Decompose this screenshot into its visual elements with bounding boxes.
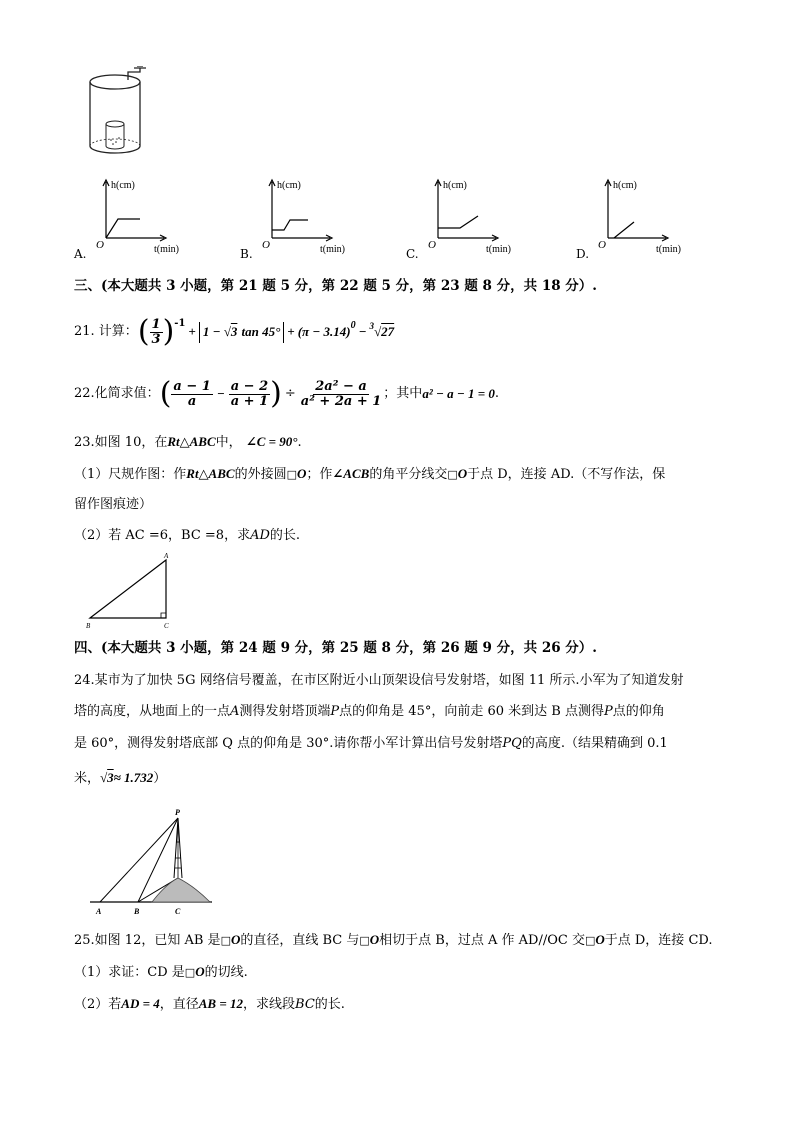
q22-paren-close: ) — [270, 376, 282, 411]
q22-fraction-2: $\frac{a - 2}{a + 1}$ — [230, 378, 269, 409]
option-label: B. — [240, 247, 253, 261]
x-axis-label: t(min) — [320, 244, 345, 255]
q22-divide: ÷ — [284, 386, 296, 401]
point-c-label: C — [175, 907, 181, 916]
x-axis-label: t(min) — [154, 244, 179, 255]
q21-cube-radicand: 27 — [381, 324, 395, 339]
q22-fraction-3: $\frac{\text{2a² − a}}{\text{a² + 2a + 1}}$ — [300, 378, 382, 409]
question-25-part-1: （1）求证：CD 是□O的切线. — [74, 964, 248, 980]
q21-fraction: $\frac{1}{3}$ — [151, 316, 161, 347]
question-24-line-1: 24.某市为了加快 5G 网络信号覆盖，在市区附近小山顶架设信号发射塔，如图 11 所示.小军为了知道发射 — [74, 673, 684, 688]
graph-option-b — [240, 176, 360, 260]
point-b-label: B — [134, 907, 140, 916]
y-axis-label: h(cm) — [443, 180, 467, 191]
vertex-b-label: B — [86, 622, 91, 630]
q22-condition-lead: ；其中 — [383, 386, 423, 401]
question-22 — [74, 374, 499, 414]
container-illustration — [82, 66, 162, 161]
section-3-heading: 三、(本大题共 3 小题，第 21 题 5 分，第 22 题 5 分，第 23 题 8 分，共 18 分）. — [74, 278, 598, 294]
graph-option-c — [406, 176, 526, 260]
question-24-line-3: 是 60°，测得发射塔底部 Q 点的仰角是 30°.请你帮小军计算出信号发射塔PQ的高度.（结果精确到 0.1 — [74, 736, 668, 751]
vertex-c-label: C — [164, 622, 169, 630]
q21-cube-index: 3 — [369, 321, 374, 331]
question-21: 21. 计算： ( $\frac{1}{3}$ ) $^{-1}$ + 1 − √3 tan 45° + (π − 3.14) $^0$ − $^3$ √27 — [74, 314, 395, 349]
option-label: A. — [74, 247, 87, 261]
question-25-stem: 25.如图 12，已知 AB 是□O的直径，直线 BC 与□O相切于点 B，过点 A 作 AD//OC 交□O于点 D，连接 CD. — [74, 932, 713, 948]
q22-paren-open: ( — [159, 376, 172, 411]
y-axis-label: h(cm) — [277, 180, 301, 191]
vertex-a-label: A — [164, 552, 169, 560]
q21-plus: + — [188, 324, 196, 339]
option-label: C. — [406, 247, 419, 261]
x-axis-label: t(min) — [656, 244, 681, 255]
question-24-line-4: 米，√3≈ 1.732） — [74, 770, 167, 786]
q22-condition: a² − a − 1 = 0 — [422, 386, 495, 401]
origin-label: O — [96, 239, 104, 251]
q21-paren-open: ( — [137, 314, 150, 349]
question-23-stem: 23.如图 10，在Rt△ABC中， ∠C = 90°. — [74, 434, 302, 450]
q21-minus: − — [358, 324, 367, 339]
graph-option-a — [74, 176, 194, 260]
q21-exp0: 0 — [350, 320, 356, 331]
y-axis-label: h(cm) — [613, 180, 637, 191]
q22-fraction-1: $\frac{a - 1}{a}$ — [173, 378, 211, 409]
question-25-part-2: （2）若AD = 4，直径AB = 12，求线段BC的长. — [74, 996, 345, 1012]
origin-label: O — [262, 239, 270, 251]
section-4-heading: 四、(本大题共 3 小题，第 24 题 9 分，第 25 题 8 分，第 26 题 9 分，共 26 分）. — [74, 640, 598, 656]
triangle-figure — [84, 552, 184, 630]
graph-option-d — [576, 176, 696, 260]
origin-label: O — [598, 239, 606, 251]
x-axis-label: t(min) — [486, 244, 511, 255]
question-24-line-2: 塔的高度，从地面上的一点A测得发射塔顶端P点的仰角是 45°，向前走 60 米到达 B 点测得P点的仰角 — [74, 704, 665, 719]
q22-lead: 22.化简求值： — [74, 386, 160, 401]
option-label: D. — [576, 247, 590, 261]
question-23-part-1-cont: 留作图痕迹） — [74, 497, 153, 512]
q22-minus: − — [216, 386, 225, 401]
y-axis-label: h(cm) — [111, 180, 135, 191]
question-23-part-1: （1）尺规作图：作Rt△ABC的外接圆□O；作∠ACB的角平分线交□O于点 D，连接 AD.（不写作法，保 — [74, 466, 666, 482]
point-p-label: P — [175, 808, 180, 817]
q22-end: . — [494, 386, 500, 401]
origin-label: O — [428, 239, 436, 251]
q21-plus-2: + — [287, 324, 295, 339]
q21-paren-close: ) — [162, 314, 175, 349]
q21-abs: 1 − √3 tan 45° — [199, 322, 284, 343]
q21-lead: 21. 计算： — [74, 324, 138, 339]
q21-exp: -1 — [174, 318, 186, 329]
point-a-label: A — [96, 907, 102, 916]
tower-figure — [86, 806, 216, 918]
question-23-part-2: （2）若 AC =6，BC =8，求AD的长. — [74, 528, 301, 543]
q21-pi-term: (π − 3.14) — [297, 324, 351, 339]
